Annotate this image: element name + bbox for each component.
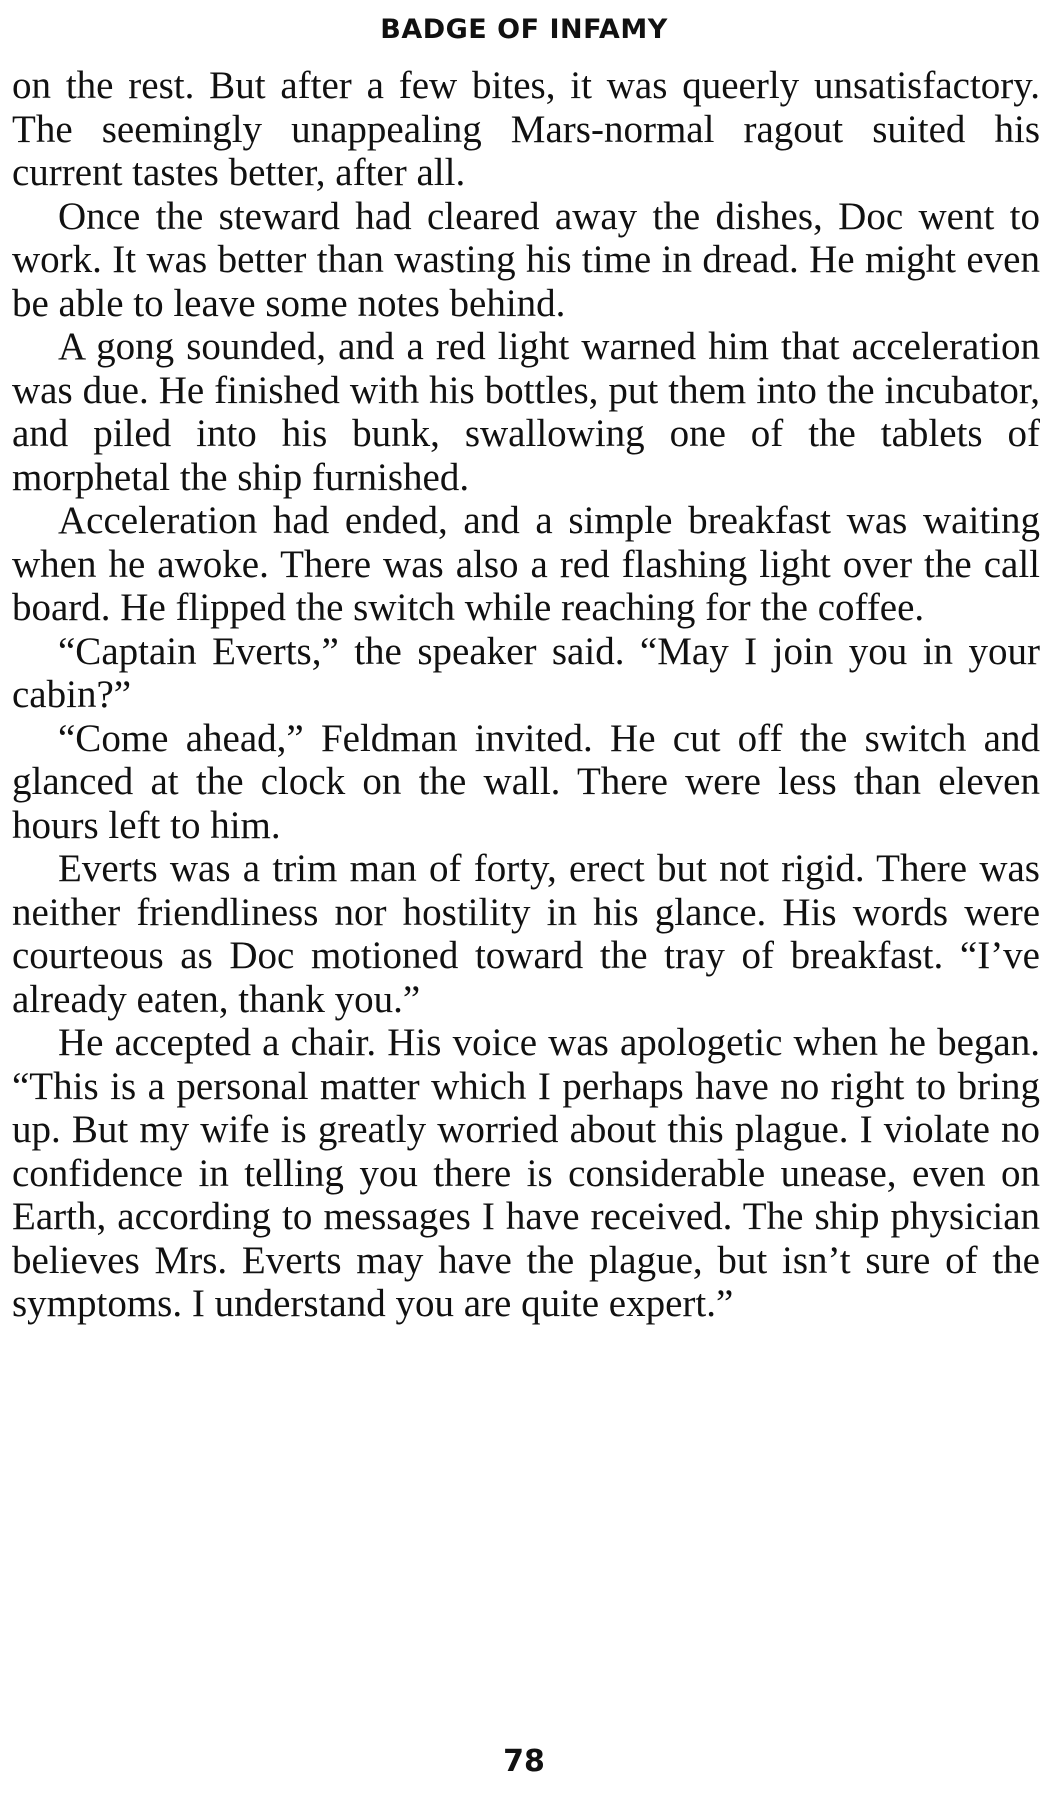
- paragraph-6: “Come ahead,” Feldman invited. He cut off the switch and glanced at the clock on the wall. There were less than eleven hours left to him.: [12, 716, 1040, 847]
- paragraph-3: A gong sounded, and a red light warned him that acceleration was due. He finished with his bottles, put them into the incubator, and piled into his bunk, swallowing one of the tablets of morphetal the ship furnished.: [12, 325, 1040, 499]
- paragraph-1: on the rest. But after a few bites, it was queerly unsatisfactory. The seemingly unappealing Mars-normal ragout suited his current tastes better, after all.: [12, 64, 1040, 194]
- page-number: 78: [503, 1744, 545, 1779]
- paragraph-5: “Captain Everts,” the speaker said. “May I join you in your cabin?”: [12, 629, 1040, 716]
- running-header: BADGE OF INFAMY: [380, 14, 668, 45]
- paragraph-7: Everts was a trim man of forty, erect but not rigid. There was neither friendliness nor hostility in his glance. His words were courteous as Doc motioned toward the tray of breakfast. “I’ve already eaten, thank you.”: [12, 847, 1040, 1021]
- page-body-text: [12, 64, 1040, 1326]
- paragraph-2: Once the steward had cleared away the dishes, Doc went to work. It was better than wasting his time in dread. He might even be able to leave some notes behind.: [12, 194, 1040, 325]
- paragraph-8: He accepted a chair. His voice was apologetic when he began. “This is a personal matter which I perhaps have no right to bring up. But my wife is greatly worried about this plague. I violate no confidence in telling you there is considerable unease, even on Earth, according to messages I have received. The ship physician believes Mrs. Everts may have the plague, but isn’t sure of the symptoms. I understand you are quite expert.”: [12, 1021, 1040, 1325]
- paragraph-4: Acceleration had ended, and a simple breakfast was waiting when he awoke. There was also a red flashing light over the call board. He flipped the switch while reaching for the coffee.: [12, 499, 1040, 629]
